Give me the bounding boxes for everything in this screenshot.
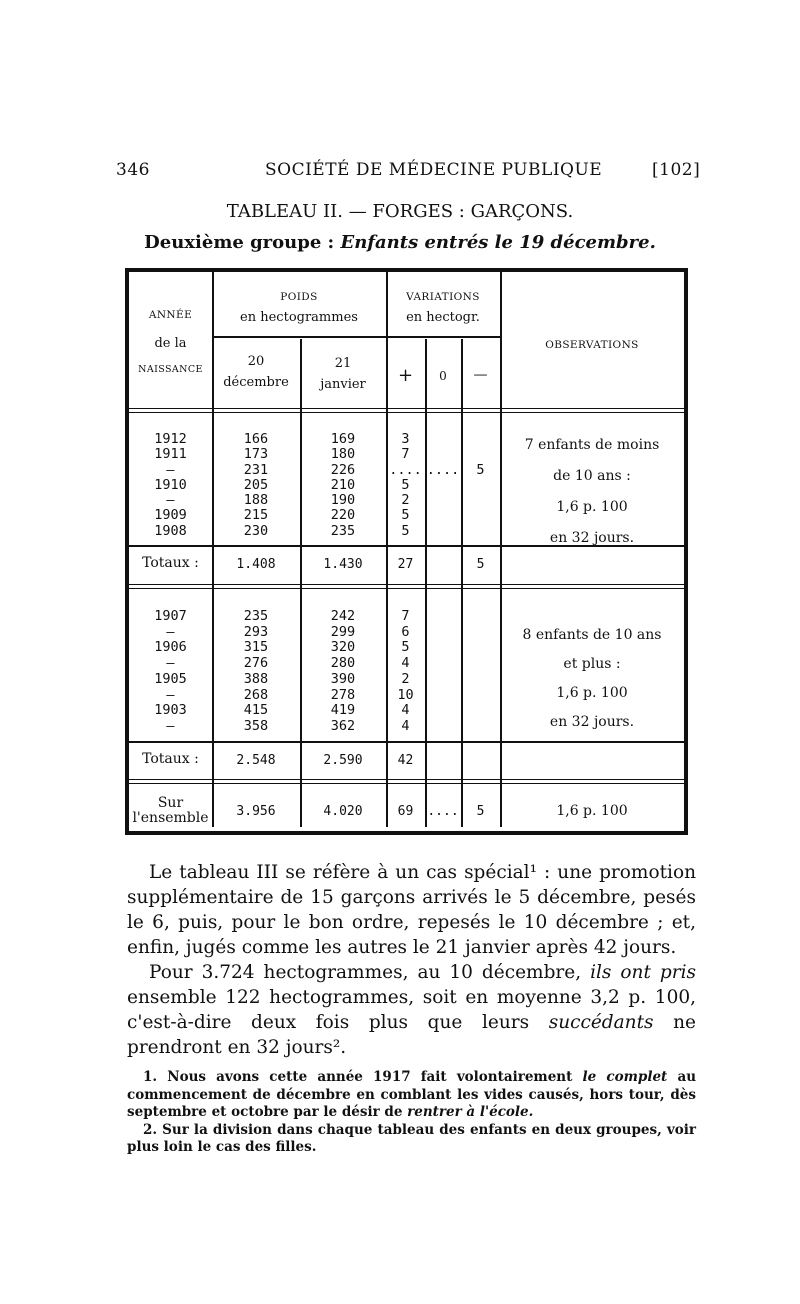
variation-cell: 4 — [401, 702, 410, 719]
observation-line: 1,6 p. 100 — [556, 499, 628, 515]
text-run: ensemble 122 hectogrammes, soit en moyenne 3,2 p. 100, c'est-à-dire deux fois plus que leurs — [127, 987, 696, 1033]
year-cell: 1903 — [154, 702, 187, 719]
group1-zero — [425, 432, 461, 478]
weight-cell: 205 — [243, 476, 269, 493]
group2-total-dec20: 2.548 — [236, 753, 276, 768]
variation-cell: 4 — [401, 717, 410, 734]
group1-total-plus: 27 — [397, 557, 414, 572]
header-rule — [129, 408, 684, 413]
year-cell: — — [166, 717, 175, 734]
weight-cell: 215 — [243, 507, 269, 524]
running-title: SOCIÉTÉ DE MÉDECINE PUBLIQUE — [265, 160, 603, 180]
text-run-italic: le complet — [582, 1069, 668, 1085]
year-cell: — — [166, 655, 175, 672]
variation-cell: 5 — [401, 639, 410, 656]
header-variations-unit: en hectogr. — [406, 310, 480, 325]
group1-minus — [461, 432, 500, 478]
text-run: 1. Nous avons cette année 1917 fait volontairement — [143, 1069, 583, 1085]
year-cell: 1908 — [154, 522, 187, 539]
text-run: Pour 3.724 hectogrammes, au 10 décembre, — [149, 962, 591, 983]
header-jan21-day: 21 — [334, 356, 352, 371]
variation-cell: .... — [389, 461, 422, 478]
year-cell: 1910 — [154, 476, 187, 493]
data-table — [125, 268, 688, 835]
weight-cell: 388 — [243, 670, 269, 687]
variation-cell: 6 — [401, 623, 410, 640]
year-cell: — — [166, 461, 175, 478]
weight-cell: 293 — [243, 623, 269, 640]
text-run-italic: succédants — [548, 1012, 654, 1033]
variation-cell: 7 — [401, 446, 410, 463]
footnote — [127, 1069, 696, 1122]
overall-minus: 5 — [476, 804, 485, 819]
observation-line: 8 enfants de 10 ans — [522, 627, 662, 643]
year-cell: 1912 — [154, 431, 187, 447]
weight-cell: 299 — [330, 623, 356, 640]
header-zero: 0 — [439, 369, 447, 383]
year-cell: 1909 — [154, 507, 187, 524]
group2-plus — [386, 609, 425, 735]
group2-jan21 — [300, 609, 386, 735]
weight-cell: 419 — [330, 702, 356, 719]
header-variations: VARIATIONS — [406, 291, 480, 303]
header-plus: + — [397, 365, 414, 386]
variation-cell: 5 — [401, 522, 410, 539]
body-text — [127, 860, 696, 1060]
paragraph — [127, 960, 696, 1060]
weight-cell: 415 — [243, 702, 269, 719]
variation-cell: 3 — [401, 431, 410, 447]
text-run-italic: ils ont pris — [590, 962, 696, 983]
weight-cell: 315 — [243, 639, 269, 656]
weight-cell: 210 — [330, 476, 356, 493]
weight-cell: 390 — [330, 670, 356, 687]
weight-cell: 166 — [243, 431, 269, 447]
variation-cell: 5 — [476, 461, 485, 478]
variation-cell: 5 — [401, 507, 410, 524]
col-divider — [386, 272, 388, 827]
weight-cell: 320 — [330, 639, 356, 656]
page-reference: [102] — [652, 160, 701, 180]
header-poids: POIDS — [280, 291, 318, 303]
overall-label-line1: Sur — [157, 795, 184, 811]
observation-line: en 32 jours. — [549, 530, 635, 546]
year-cell: 1907 — [154, 608, 187, 624]
overall-label — [129, 796, 212, 826]
weight-cell: 242 — [330, 608, 356, 624]
text-run: au commencement de décembre en comblant les vides causés, hors tour, dès septembre et octobre par le désir de — [127, 1069, 697, 1120]
variation-cell: .... — [426, 461, 460, 478]
weight-cell: 173 — [243, 446, 269, 463]
variation-cell — [461, 432, 500, 447]
table-title: TABLEAU II. — FORGES : GARÇONS. — [226, 201, 574, 222]
observation-line: et plus : — [563, 656, 621, 672]
weight-cell: 358 — [243, 717, 269, 734]
header-dec20-day: 20 — [247, 354, 265, 369]
header-annee-de-la: de la — [154, 336, 187, 351]
overall-jan21: 4.020 — [323, 804, 363, 819]
weight-cell: 362 — [330, 717, 356, 734]
variation-cell: 10 — [397, 686, 414, 703]
group2-total-plus: 42 — [397, 753, 414, 768]
group1-total-label: Totaux : — [142, 555, 199, 571]
observation-line: 7 enfants de moins — [524, 437, 660, 453]
year-cell: 1906 — [154, 639, 187, 656]
weight-cell: 190 — [330, 492, 356, 509]
group1-jan21 — [300, 432, 386, 539]
overall-plus: 69 — [397, 804, 414, 819]
subtitle-description: Enfants entrés le 19 décembre. — [340, 232, 656, 253]
weight-cell: 169 — [330, 431, 356, 447]
observation-line: de 10 ans : — [553, 468, 631, 484]
header-poids-unit: en hectogrammes — [240, 310, 358, 325]
group2-observations — [500, 621, 684, 737]
variation-cell: 4 — [401, 655, 410, 672]
page-number: 346 — [116, 160, 150, 180]
weight-cell: 235 — [243, 608, 269, 624]
footnote: 2. Sur la division dans chaque tableau des enfants en deux groupes, voir plus loin le cas des filles. — [127, 1121, 696, 1155]
paragraph: Le tableau III se réfère à un cas spécial¹ : une promotion supplémentaire de 15 garçons arrivés le 5 décembre, pesés le 6, puis, pour le bon ordre, repesés le 10 décembre ; et, enfin, jugés comme les autres le 21 janvier après 42 jours. — [127, 862, 696, 958]
weight-cell: 276 — [243, 655, 269, 672]
subtotal-rule — [129, 741, 684, 743]
group-rule — [129, 584, 684, 589]
header-minus: — — [473, 367, 488, 383]
year-cell: — — [166, 492, 175, 509]
observation-line: en 32 jours. — [549, 714, 635, 730]
variation-cell — [425, 432, 461, 447]
weight-cell: 226 — [330, 461, 356, 478]
variation-cell — [461, 447, 500, 462]
group2-total-jan21: 2.590 — [323, 753, 363, 768]
variation-cell: 2 — [401, 492, 410, 509]
total-rule — [129, 779, 684, 784]
year-cell: — — [166, 686, 175, 703]
group1-dec20 — [212, 432, 300, 539]
overall-dec20: 3.956 — [236, 804, 276, 819]
observation-line: 1,6 p. 100 — [556, 685, 628, 701]
group1-plus — [386, 432, 425, 539]
variation-cell: 2 — [401, 670, 410, 687]
weight-cell: 188 — [243, 492, 269, 509]
overall-observation: 1,6 p. 100 — [556, 803, 628, 819]
year-cell: 1911 — [154, 446, 187, 463]
subtitle-group: Deuxième groupe : — [144, 232, 341, 253]
weight-cell: 235 — [330, 522, 356, 539]
overall-zero: .... — [427, 804, 459, 819]
weight-cell: 230 — [243, 522, 269, 539]
overall-label-line2: l'ensemble — [132, 810, 209, 826]
weight-cell: 180 — [330, 446, 356, 463]
header-naissance: NAISSANCE — [138, 364, 203, 375]
weight-cell: 280 — [330, 655, 356, 672]
text-run-italic: rentrer à l'école. — [407, 1104, 534, 1120]
footnotes — [127, 1069, 696, 1157]
sub-header-rule — [212, 336, 500, 338]
variation-cell: 5 — [401, 476, 410, 493]
group1-total-dec20: 1.408 — [236, 557, 276, 572]
year-cell: 1905 — [154, 670, 187, 687]
header-annee: ANNÉE — [148, 309, 193, 321]
weight-cell: 231 — [243, 461, 269, 478]
header-observations: OBSERVATIONS — [545, 339, 639, 351]
header-jan21-month: janvier — [320, 377, 366, 392]
weight-cell: 220 — [330, 507, 356, 524]
year-cell: — — [166, 623, 175, 640]
group1-total-minus: 5 — [476, 557, 485, 572]
group2-years — [129, 609, 212, 735]
weight-cell: 278 — [330, 686, 356, 703]
group2-dec20 — [212, 609, 300, 735]
variation-cell: 7 — [401, 608, 410, 624]
variation-cell — [425, 447, 461, 462]
weight-cell: 268 — [243, 686, 269, 703]
group1-observations — [500, 430, 684, 554]
table-subtitle — [0, 232, 800, 253]
text-run: ne prendront en 32 jours². — [127, 1012, 696, 1058]
group1-total-jan21: 1.430 — [323, 557, 363, 572]
header-dec20-month: décembre — [223, 375, 289, 390]
group2-total-label: Totaux : — [142, 751, 199, 767]
group1-years — [129, 432, 212, 539]
